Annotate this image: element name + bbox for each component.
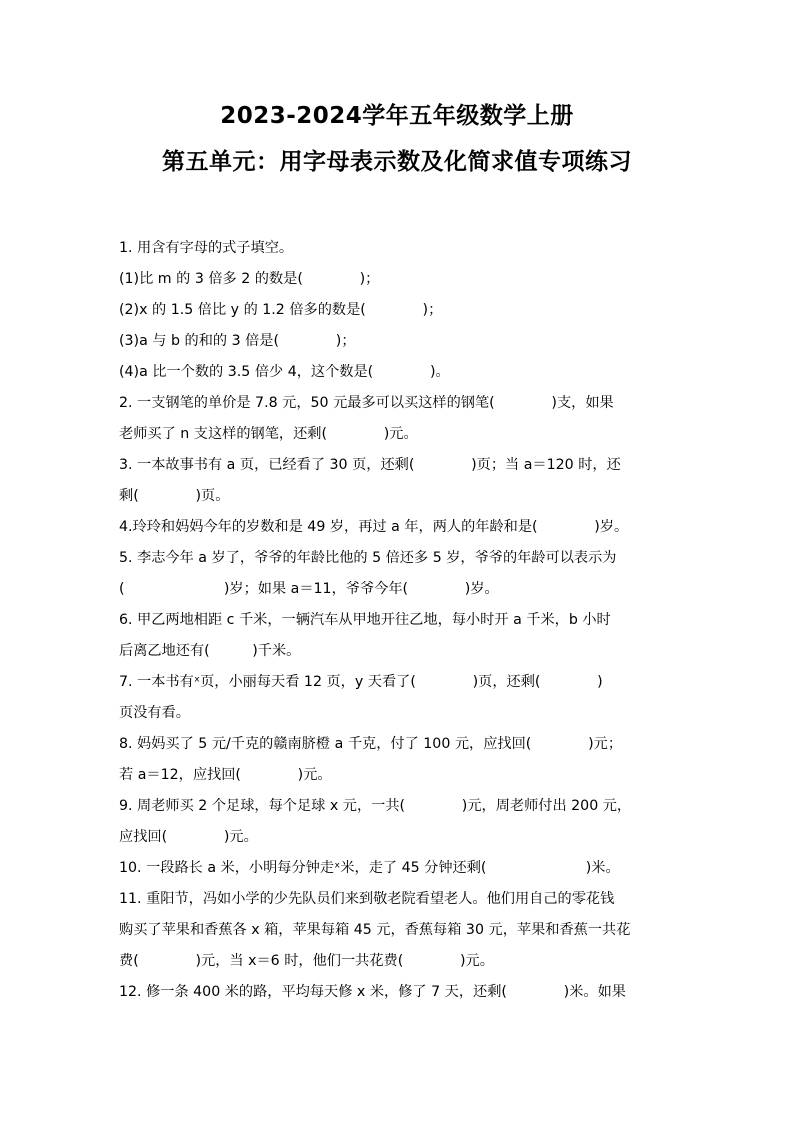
question-6-line-2: 后离乙地还有( )千米。 — [119, 643, 301, 659]
question-5-line-1: 5. 李志今年 a 岁了，爷爷的年龄比他的 5 倍还多 5 岁，爷爷的年龄可以表示为 — [119, 550, 617, 566]
question-11-line-2: 购买了苹果和香蕉各 x 箱，苹果每箱 45 元，香蕉每箱 30 元，苹果和香蕉一共花 — [119, 922, 631, 938]
question-12-line-1: 12. 修一条 400 米的路，平均每天修 x 米，修了 7 天，还剩( )米。如果 — [119, 984, 626, 1000]
question-2-line-1: 2. 一支钢笔的单价是 7.8 元，50 元最多可以买这样的钢笔( )支，如果 — [119, 395, 614, 411]
document-subtitle: 第五单元：用字母表示数及化简求值专项练习 — [162, 149, 632, 175]
question-9-line-1: 9. 周老师买 2 个足球，每个足球 x 元，一共( )元，周老师付出 200 元， — [119, 798, 632, 814]
document-title: 2023-2024学年五年级数学上册 — [220, 103, 574, 129]
question-7-line-1: 7. 一本书有ˣ页，小丽每天看 12 页，y 天看了( )页，还剩( ) — [119, 674, 603, 690]
question-9-line-2: 应找回( )元。 — [119, 829, 258, 845]
question-6-line-1: 6. 甲乙两地相距 c 千米，一辆汽车从甲地开往乙地，每小时开 a 千米，b 小时 — [119, 612, 611, 628]
question-7-line-2: 页没有看。 — [119, 705, 190, 721]
question-1-part-1: (1)比 m 的 3 倍多 2 的数是( )； — [119, 271, 380, 287]
question-3-line-2: 剩( )页。 — [119, 488, 230, 504]
question-8-line-2: 若 a＝12，应找回( )元。 — [119, 767, 332, 783]
question-1-part-3: (3)a 与 b 的和的 3 倍是( )； — [119, 333, 356, 349]
question-8-line-1: 8. 妈妈买了 5 元/千克的赣南脐橙 a 千克，付了 100 元，应找回( )元； — [119, 736, 623, 752]
question-2-line-2: 老师买了 n 支这样的钢笔，还剩( )元。 — [119, 426, 418, 442]
question-10: 10. 一段路长 a 米，小明每分钟走ˣ米，走了 45 分钟还剩( )米。 — [119, 860, 620, 876]
question-11-line-1: 11. 重阳节，冯如小学的少先队员们来到敬老院看望老人。他们用自己的零花钱 — [119, 891, 615, 907]
question-11-line-3: 费( )元，当 x＝6 时，他们一共花费( )元。 — [119, 953, 494, 969]
question-1-part-2: (2)x 的 1.5 倍比 y 的 1.2 倍多的数是( )； — [119, 302, 443, 318]
exercise-list — [119, 233, 679, 1008]
question-3-line-1: 3. 一本故事书有 a 页，已经看了 30 页，还剩( )页；当 a＝120 时，还 — [119, 457, 621, 473]
question-1-part-4: (4)a 比一个数的 3.5 倍少 4，这个数是( )。 — [119, 364, 450, 380]
question-4: 4.玲玲和妈妈今年的岁数和是 49 岁，再过 a 年，两人的年龄和是( )岁。 — [119, 519, 629, 535]
question-1-heading: 1. 用含有字母的式子填空。 — [119, 240, 294, 256]
question-5-line-2: ( )岁；如果 a＝11，爷爷今年( )岁。 — [119, 581, 499, 597]
